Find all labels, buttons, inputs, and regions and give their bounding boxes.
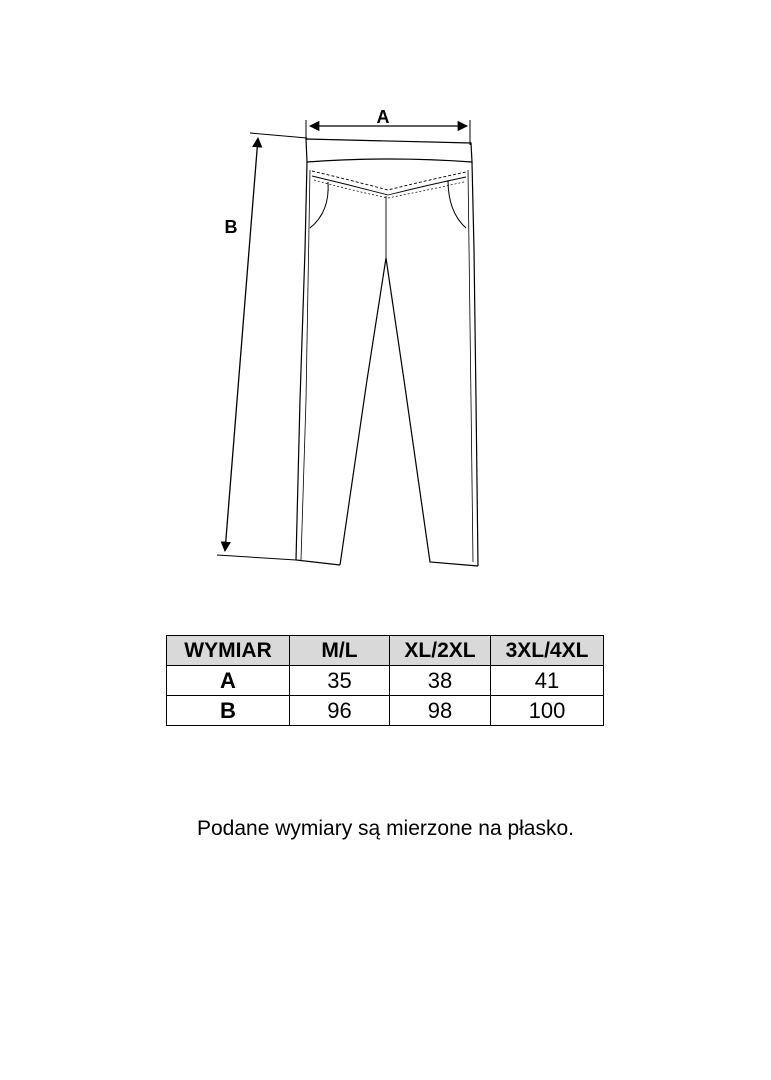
table-cell: 35: [290, 666, 390, 696]
size-table: [166, 635, 604, 726]
table-cell: 98: [390, 696, 491, 726]
table-cell: 100: [491, 696, 604, 726]
table-row: [167, 696, 604, 726]
row-label: A: [167, 666, 290, 696]
table-cell: 96: [290, 696, 390, 726]
dimension-b: [217, 133, 307, 560]
trousers-sketch: [296, 139, 478, 566]
table-row: [167, 666, 604, 696]
dimension-a-label: A: [376, 107, 390, 127]
table-cell: 38: [390, 666, 491, 696]
row-label: B: [167, 696, 290, 726]
dimension-b-label: B: [224, 217, 238, 237]
measurement-note: Podane wymiary są mierzone na płasko.: [196, 817, 574, 840]
header-cell: XL/2XL: [390, 636, 491, 666]
table-cell: 41: [491, 666, 604, 696]
header-cell: 3XL/4XL: [491, 636, 604, 666]
table-header-row: [167, 636, 604, 666]
header-cell: M/L: [290, 636, 390, 666]
header-cell: WYMIAR: [167, 636, 290, 666]
